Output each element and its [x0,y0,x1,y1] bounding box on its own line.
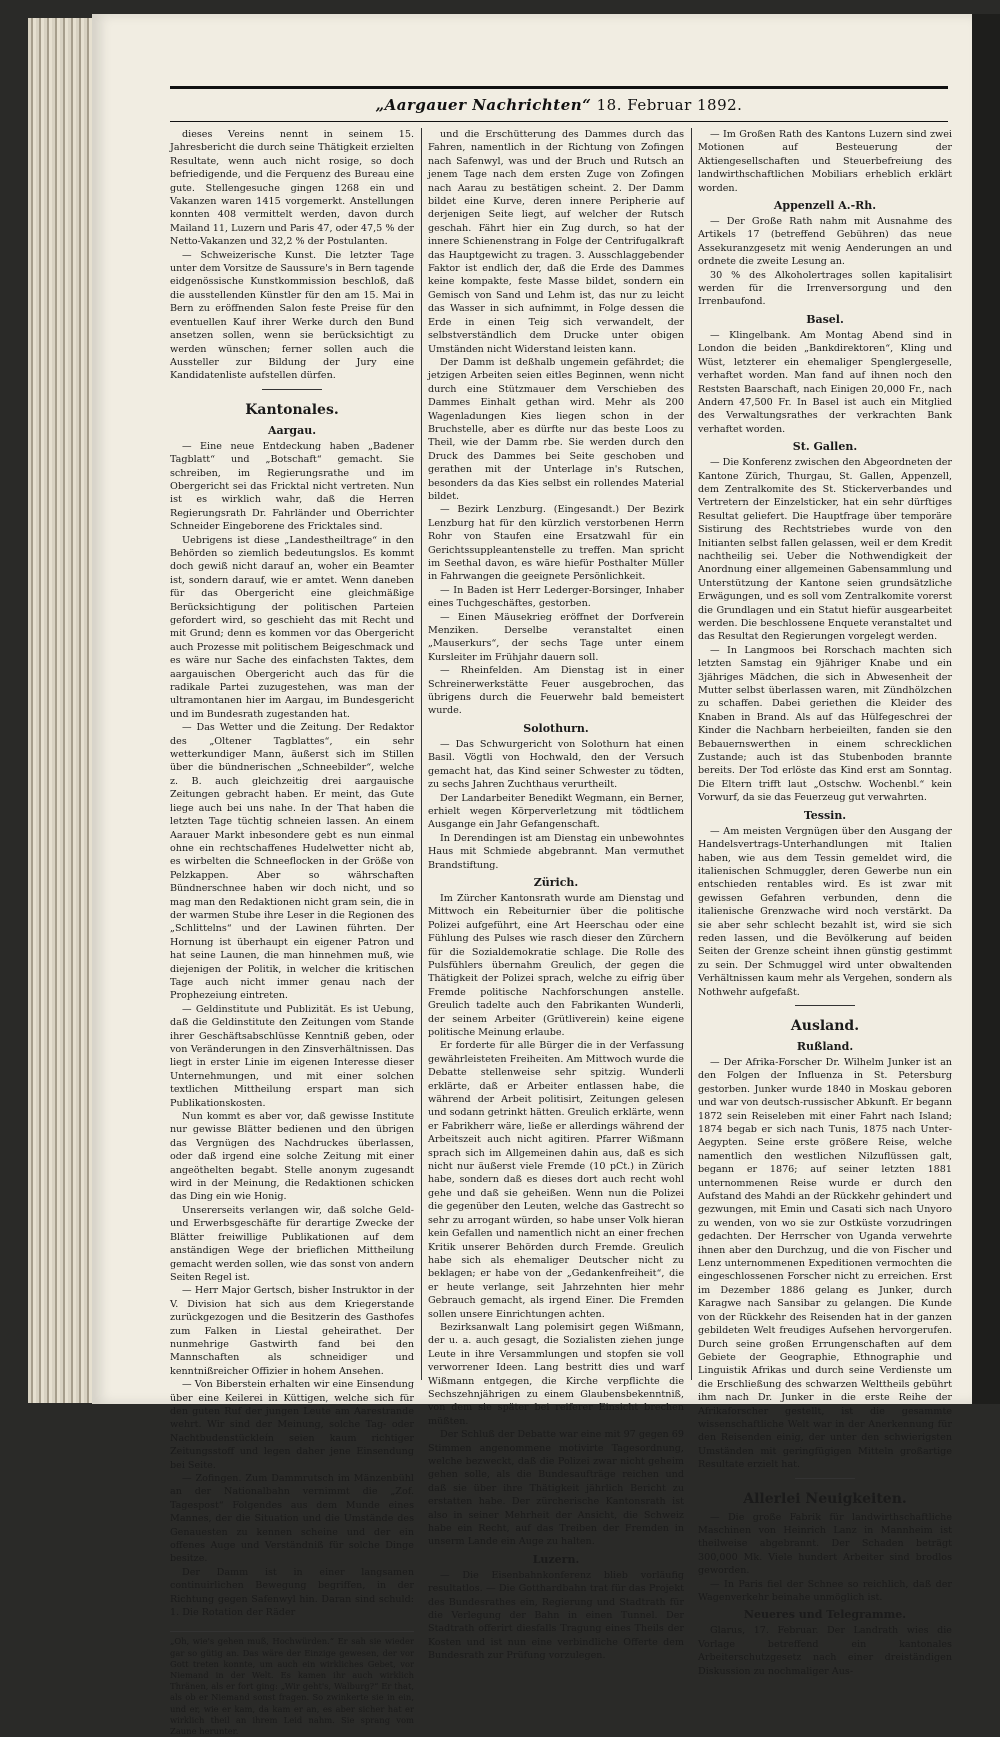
header-rule-bottom [170,121,948,122]
article-assekuranzgesetz: — Der Große Rath nahm mit Ausnahme des Artikels 17 (betreffend Gebühren) das neue Assekuranzgesetz mit wenig Aenderungen an und ordnete die zweite Lesung an. [698,216,952,268]
section-heading-zuerich: Zürich. [533,875,579,889]
feuilleton-excerpt: „Oh, wie's gehen muß, Hochwürden.“ Er sah sie wieder gar so gütig an. Das wäre der Einzige gewesen, der vor Gott treten konnte, um auch ein wirkliches Gebet, vor Niemand in der Welt. Es kamen ihr auch wirklich Thränen, als er fort ging: „Wir geht's, Walburg?“ Er that, als ob er Niemand sonst fragen. So zwinkerte sie in ein, und er, wie er kam, da kam er an, es aber sicher hat er wirklich theil an ihrem Leid nahm. Sie sprang vom Zaune herunter. [170,1631,414,1737]
column-rule-1 [421,128,422,1380]
section-heading-kantonales: Kantonales. [245,401,339,418]
article-geldinstitute-3: Unsererseits verlangen wir, daß solche Geld- und Erwerbsgeschäfte für derartige Zwecke der Blätter freiwillige Publikationen auf dem anständigen Wege der brieflichen Mittheilung gemacht werden sollen, wie das sonst von andern Seiten Regel ist. [170,1204,414,1283]
article-schmuggler: — Am meisten Vergnügen über den Ausgang der Handelsvertrags-Unterhandlungen mit Italien haben, wie aus dem Tessin gemeldet wird, die italienischen Schmuggler, deren Gewerbe nun ein entschieden rentables wird. Es ist zwar mit gewissen Gefahren verbunden, denn die italienische Grenzwache wird noch verstärkt. Da sie aber sehr schlecht bezahlt ist, wird sie sich reden lassen, und die Bevölkerung auf beiden Seiten der Grenze scheint ihnen günstig gestimmt zu sein. Der Schmuggel wird unter obwaltenden Verhältnissen kaum mehr als Vergehen, sondern als Nothwehr aufgefaßt. [698,825,952,998]
article-kantonsrath-polizei: Im Zürcher Kantonsrath wurde am Dienstag und Mittwoch ein Rebeiturnier über die politische Polizei aufgeführt, eine Art Heerschau oder eine Fühlung des Pulses wie rasch dieser den Zürchern für die Sozialdemokratie schlage. Die Rolle des Pulsfühlers übernahm Greulich, der gegen die Thätigkeit der Polizei sprach, welche zu eifrig über Fremde politische Nachforschungen anstelle. Greulich tadelte auch den Fabrikanten Wunderli, der seinem Arbeiter (Grütliverein) keine eigene politische Meinung erlaube. [428,892,684,1038]
column-1 [170,128,414,1737]
article-bezirk-lenzburg: — Bezirk Lenzburg. (Eingesandt.) Der Bezirk Lenzburg hat für den kürzlich verstorbenen Herrn Rohr von Staufen eine Ersatzwahl für ein Gerichtssuppleantenstelle zu treffen. Man spricht im Seethal davon, es wäre hiefür Posthalter Müller in Fahrwangen die geeignete Persönlichkeit. [428,504,684,583]
article-major-gertsch: — Herr Major Gertsch, bisher Instruktor in der V. Division hat sich aus dem Kriegerstande zurückgezogen und die Besitzerin des Gasthofes zum Falken in Liestal geheirathet. Der nunmehrige Gastwirth fand bei den Mannschaften als schneidiger und kenntnißreicher Offizier in hohem Ansehen. [170,1285,414,1377]
article-schluss-debatte: Der Schluß der Debatte war eine mit 97 gegen 69 Stimmen angenommene motivirte Tagesordnung, welche bezweckt, daß die Polizei zwar nicht geheim gehen solle, als die Bundesaufträge reichen und daß sie über ihre Thätigkeit jährlich Bericht zu erstatten habe. Der zürcherische Kantonsrath ist also in seiner Mehrheit der Ansicht, die Schweiz habe ein Recht, auf das Treiben der Fremden in unserm Lande ein Auge zu halten. [428,1429,684,1548]
page-stack-edges [28,18,100,1403]
section-heading-luzern: Luzern. [532,1552,580,1566]
article-schwurgericht: — Das Schwurgericht von Solothurn hat einen Basil. Vögtli von Hochwald, den der Versuch gemacht hat, das Kind seiner Schwester zu tödten, zu sechs Jahren Zuchthaus verurtheilt. [428,738,684,791]
separator [795,1005,855,1006]
article-alkoholertrag: 30 % des Alkoholertrages sollen kapitalisirt werden für die Irrenversorgung und den Irrenbaufond. [698,269,952,308]
article-eisenbahnkonferenz: — Die Eisenbahnkonferenz blieb vorläufig resultatlos. — Die Gotthardbahn trat für das Projekt des Bundesrathes ein, Regierung und Stadtrath für die Verlegung der Bahn in einen Tunnel. Der Stadtrath offerirt diesfalls Tragung eines Theils der Kosten und ist nun eine verbindliche Offerte dem Bundesrath zur Prüfung vorzulegen. [428,1569,684,1662]
article-stickerei-konferenz: — Die Konferenz zwischen den Abgeordneten der Kantone Zürich, Thurgau, St. Gallen, Appenzell, dem Zentralkomite des St. Stickerverbandes und Vertretern der Einzelsticker, hat ein sehr dürftiges Resultat geliefert. Die Hauptfrage über temporäre Sistirung des Rechtstriebes wurde von den Initianten selbst fallen gelassen, weil er dem Kredit nachtheilig sei. Ueber die Nothwendigkeit der Anordnung einer allgemeinen Gabensammlung und Unterstützung der Kantone seien grundsätzliche Erwägungen, und es soll vom Zentralkomite vorerst die Grundlagen und ein Statut hiefür ausgearbeitet werden. Die beschlossene Enquete veranstaltet und das Resultat den Regierungen vorgelegt werden. [698,457,952,643]
section-heading-ausland: Ausland. [790,1017,860,1034]
article-geldinstitute: — Geldinstitute und Publizität. Es ist Uebung, daß die Geldinstitute den Zeitungen vom Stande ihrer Geschäftsabschlüsse Kenntniß geben, oder von Veränderungen in den Zinsverhältnissen. Das liegt in erster Linie im eigenen Interesse dieser Unternehmungen, und mit einer solchen textlichen Mittheilung erspart man sich Publikationskosten. [170,1003,414,1109]
article-lanz-mannheim: — Die große Fabrik für landwirthschaftliche Maschinen von Heinrich Lanz in Mannheim ist theilweise abgebrannt. Der Schaden beträgt 300,000 Mk. Viele hundert Arbeiter sind brodlos geworden. [698,1511,952,1577]
article-landestheilfrage: Uebrigens ist diese „Landestheiltrage“ in den Behörden so ziemlich bedeutungslos. Es kommt doch gewiß nicht darauf an, woher ein Beamter ist, sondern darauf, wie er amtet. Wenn daneben für das Obergericht eine gleichmäßige Berücksichtigung der politischen Parteien gefordert wird, so geschieht das mit Recht und mit Grund; denn es kommen vor das Obergericht auch Prozesse mit politischem Beigeschmack und es wäre nur Sache des einfachsten Taktes, dem aargauischen Obergericht auch das für die radikale Partei zuzugestehen, was man der ultramontanen hier im Aargau, im Bundesgericht und im Bundesrath zugestanden hat. [170,534,414,720]
section-heading-basel: Basel. [806,312,844,326]
article-paris-schnee: — In Paris fiel der Schnee so reichlich, daß der Wagenverkehr beinahe unmöglich ist. [698,1578,952,1603]
section-heading-st-gallen: St. Gallen. [792,440,858,454]
article-kantonsrath-debatte: Er forderte für alle Bürger die in der Verfassung gewährleisteten Freiheiten. Am Mittwoch wurde die Debatte stellenweise sehr spitzig. Wunderli erklärte, daß er Arbeiter entlassen habe, die während der Arbeit politisirt, Zeitungen gelesen und sodann getrinkt hätten. Greulich erklärte, wenn er Fabrikherr wäre, ließe er allerdings während der Arbeitszeit auch nicht agitiren. Pfarrer Wißmann sprach sich im Allgemeinen dahin aus, daß es sich nicht nur äußerst viele Fremde (10 pCt.) in Zürich habe, sondern daß es dieses dort auch recht wohl gehe und daß sie geheißen. Wenn nun die Polizei die gegenüber den Leuten, welche das Gastrecht so sehr zu arrogant würden, so habe unser Volk hieran kein Gefallen und namentlich nicht an einer frechen Kritik unserer Behörden durch Fremde. Greulich habe sich als ehemaliger Deutscher nicht zu beklagen; er habe von der „Gedankenfreiheit“, die er heute verlange, seit Jahrzehnten hier mehr Gebrauch gemacht, als irgend Einer. Die Fremden sollen unsere Einrichtungen achten. [428,1040,684,1320]
article-neue-entdeckung: — Eine neue Entdeckung haben „Badener Tagblatt“ und „Botschaft“ gemacht. Sie schreiben, im Regierungsrathe und im Obergericht sei das Fricktal nicht vertreten. Nun ist es wirklich wahr, daß die Herren Regierungsrath Dr. Fahrländer und Oberrichter Schneider Eingeborene des Fricktales sind. [170,440,414,533]
article-schweizerische-kunst: — Schweizerische Kunst. Die letzter Tage unter dem Vorsitze de Saussure's in Bern tagende eidgenössische Kunstkommission beschloß, daß die ausstellenden Künstler für den am 15. Mai in Bern zu eröffnenden Salon feste Preise für den eventuellen Kauf ihrer Werke durch den Bund ansetzen sollen, wenn sie berücksichtigt zu werden wünschen; ferner sollen auch die Aussteller zur Bildung der Jury eine Kandidatenliste aufstellen dürfen. [170,249,414,382]
masthead [170,96,948,118]
column-2 [428,128,684,1662]
header-rule-top [170,86,948,89]
section-heading-tessin: Tessin. [803,808,847,822]
article-glarus: Glarus, 17. Februar. Der Landrath wies die Vorlage betreffend ein kantonales Arbeiterschutzgesetz nach einer dreiständigen Diskussion zu nochmaliger Aus- [698,1625,952,1677]
section-heading-allerlei: Allerlei Neuigkeiten. [743,1490,907,1507]
article-maeusekrieg: — Einen Mäusekrieg eröffnet der Dorfverein Menziken. Derselbe veranstaltet einen „Mauserkurs“, der sechs Tage unter einem Kursleiter im Frühjahr dauern soll. [428,611,684,663]
article-klingelbank: — Klingelbank. Am Montag Abend sind in London die beiden „Bankdirektoren“, Kling und Wüst, letzterer ein ehemaliger Spenglergeselle, verhaftet worden. Man fand auf ihnen noch den Reststen Baarschaft, nach Einigen 20,000 Fr., nach Andern 47,500 Fr. In Basel ist auch ein Mitglied des Verwaltungsrathes der verkrachten Bank verhaftet worden. [698,329,952,435]
article-wetter-zeitung: — Das Wetter und die Zeitung. Der Redaktor des „Oltener Tagblattes“, ein sehr wetterkundiger Mann, äußerst sich im Stillen über die bündnerischen „Schneebilder“, welche z. B. auch gleichzeitig drei aargauische Zeitungen gebracht haben. Er meint, das Gute liege auch bei uns nahe. In der That haben die letzten Tage tüchtig schneien lassen. An einem Aarauer Markt inbesondere gebt es nun einmal ohne ein rechtschaffenes Hudelwetter nicht ab, es wirbelten die Schneeflocken in der Größe von Pelzkappen. Aber so währschaften Bündnerschnee haben wir doch nicht, und so mag man den Redaktionen nicht gram sein, die in der warmen Stube ihre Leser in die Regionen des „Schlittelns“ und der Lawinen führten. Der Hornung ist überhaupt ein eigener Patron und hat seine Launen, die man hinnehmen muß, wie diejenigen der Politik, in welcher die kritischen Tage auch nicht immer genau nach der Prophezeiung eintreten. [170,722,414,1002]
section-heading-russland: Rußland. [796,1039,854,1053]
article-derendingen: In Derendingen ist am Dienstag ein unbewohntes Haus mit Schmiede abgebrannt. Man vermuthet Brandstiftung. [428,832,684,871]
article-biberstein: — Von Biberstein erhalten wir eine Einsendung über eine Keilerei in Küttigen, welche sich für den guten Ruf der jungen Leute am Aarestrande wehrt. Wir sind der Meinung, solche Tag- oder Nachtbudenstückleín seien kaum richtiger Zeitungsstoff und legen daher jene Einsendung bei Seite. [170,1379,414,1471]
section-heading-aargau: Aargau. [267,423,317,437]
article-verein-report: dieses Vereins nennt in seinem 15. Jahresbericht die durch seine Thätigkeit erzielten Resultate, wenn auch nicht rosige, so doch befriedigende, und die Ferquenz des Bureau eine gute. Stellengesuche gingen 1268 ein und Vakanzen waren 1415 vorgemerkt. Anstellungen konnten 408 vermittelt werden, davon durch Mailand 11, Luzern und Paris 47, oder 47,5 % der Netto-Vakanzen und 32,2 % der Postulanten. [170,129,414,248]
article-baden: — In Baden ist Herr Lederger-Borsinger, Inhaber eines Tuchgeschäftes, gestorben. [428,584,684,610]
article-grosser-rath-luzern: — Im Großen Rath des Kantons Luzern sind zwei Motionen auf Besteuerung der Aktiengesellschaften und Steuerbefreiung des landwirthschaftlichen Mobiliars erheblich erklärt worden. [698,129,952,194]
issue-date: 18. Februar 1892. [596,96,743,114]
column-rule-2 [691,128,692,1380]
article-zofingen-2: Der Damm ist in einer langsamen continuirlichen Bewegung begriffen, in der Richtung gegen Safenwyl hin. Daran sind schuld: 1. Die Rotation der Räder [170,1566,414,1619]
article-bezirksanwalt-lang: Bezirksanwalt Lang polemisirt gegen Wißmann, der u. a. auch gesagt, die Sozialisten ziehen junge Leute in ihre Versammlungen und stopfen sie voll verworrener Ideen. Lang bestritt dies und warf Wißmann entgegen, die Kirche verpflichte die Sechszehnjährigen zu einem Glaubensbekenntniß, von dem sie später bei reiferer Einsicht brechen müßten. [428,1321,684,1427]
article-zofingen: — Zofingen. Zum Dammrutsch im Mänzenbühl an der Nationalbahn vernimmt die „Zof. Tagespost“ Folgendes aus dem Munde eines Mannes, der die Situation und die Umstände des Genauesten zu kennen scheine und der ein offenes Auge und Verständniß für solche Dinge besitze. [170,1473,414,1565]
separator [262,389,322,390]
article-rheinfelden: — Rheinfelden. Am Dienstag ist in einer Schreinerwerkstätte Feuer ausgebrochen, das übrigens durch die Feuerwehr bald bemeistert wurde. [428,665,684,717]
article-wegmann: Der Landarbeiter Benedikt Wegmann, ein Berner, erhielt wegen Körperverletzung mit tödtlichem Ausgange ein Jahr Gefangenschaft. [428,792,684,831]
separator [795,1478,855,1479]
section-heading-neueres: Neueres und Telegramme. [743,1608,907,1622]
article-junker: — Der Afrika-Forscher Dr. Wilhelm Junker ist an den Folgen der Influenza in St. Petersburg gestorben. Junker wurde 1840 in Moskau geboren und war von deutsch-russischer Abkunft. Er begann 1872 sein Reiseleben mit einer Fahrt nach Island; 1874 begab er sich nach Tunis, 1875 nach Unter-Aegypten. Seine erste größere Reise, welche namentlich den westlichen Nilzuflüssen galt, begann er 1876; auf seiner letzten 1881 unternommenen Reise wurde er durch den Aufstand des Mahdi an der Rückkehr gehindert und gezwungen, mit Emin und Casati sich nach Unyoro zu wenden, von wo sie zur Ostküste vorzudringen gedachten. Der Herrscher von Uganda verwehrte ihnen aber den Durchzug, und die von Fischer und Lenz unternommenen Expeditionen vermochten die eingeschlossenen Forscher nicht zu erreichen. Erst im Dezember 1886 gelang es Junker, durch Karagwe nach Sansibar zu gelangen. Die Kunde von der Rückkehr des Reisenden hat in der ganzen gebildeten Welt freudiges Aufsehen hervorgerufen. Durch seine großen Errungenschaften auf dem Gebiete der Geographie, Ethnographie und Linguistik Afrikas und durch seine Verdienste um die Erschließung des schwarzen Welttheils gebührt ihm nach Dr. Junker in die erste Reihe der Afrikaforscher gestellt, ist die gesammte wissenschaftliche Welt war in der Anerkennung für den Reisenden einig, der unter den schwierigsten Umständen mit geringfügigen Mitteln großartige Resultate erzielt hat. [698,1056,953,1471]
newspaper-title: „Aargauer Nachrichten“ [375,96,592,114]
section-heading-appenzell: Appenzell A.-Rh. [773,199,877,213]
column-3 [698,128,953,1677]
article-damm-ursachen: und die Erschütterung des Dammes durch das Fahren, namentlich in der Richtung von Zofingen nach Safenwyl, was und der Bruch und Rutsch an jenem Tage nach dem ersten Zuge von Zofingen nach Aarau zu bestätigen scheint. 2. Der Damm bildet eine Kurve, deren innere Peripherie auf derjenigen Seite liegt, auf welcher der Rutsch geschah. Fährt hier ein Zug durch, so hat der innere Schienenstrang in Folge der Centrifugalkraft das Hauptgewicht zu tragen. 3. Ausschlaggebender Faktor ist endlich der, daß die Erde des Dammes keine kompakte, feste Masse bildet, sondern ein Gemisch von Sand und Lehm ist, das nur zu leicht das Wasser in sich aufnimmt, in Folge dessen die Erde in einen Teig sich verwandelt, der selbstverständlich dem Drucke unter obigen Umständen nicht Widerstand leisten kann. [428,129,684,355]
article-geldinstitute-2: Nun kommt es aber vor, daß gewisse Institute nur gewisse Blätter bedienen und den übrigen das Vergnügen des Nachdruckes überlassen, oder daß irgend eine solche Zeitung mit einer angeöthelten begabt. Stelle anonym zugesandt wird in der Meinung, die Redaktionen schicken das Ding ein wie Honig. [170,1111,414,1203]
article-damm-gefaehrdet: Der Damm ist deßhalb ungemein gefährdet; die jetzigen Arbeiten seien eitles Beginnen, wenn nicht durch eine Stützmauer dem Verschieben des Dammes Einhalt gethan wird. Mehr als 200 Wagenladungen Kies liegen schon in der Bruchstelle, aber es dürfte nur das beste Loos zu Theil, wie der Damm rbe. Sie werden durch den Druck des Dammes bei Seite geschoben und gerathen mit der Unterlage in's Rutschen, besonders da das Kies selbst ein rollendes Material bildet. [428,356,684,502]
article-langmoos: — In Langmoos bei Rorschach machten sich letzten Samstag ein 9jähriger Knabe und ein 3jähriges Mädchen, die sich in Abwesenheit der Mutter selbst überlassen waren, mit Zündhölzchen zu schaffen. Dabei geriethen die Kleider des Knaben in Brand. Als auf das Hülfegeschrei der Kinder die Nachbarn herbeieilten, fanden sie den Bebauernswerthen in einem schrecklichen Zustande; auch ist das Stubenboden brannte bereits. Der Tod erlöste das Kind erst am Sonntag. Die Eltern trifft laut „Ostschw. Wochenbl.“ kein Vorwurf, da sie das Feuerzeug gut verwahrten. [698,644,952,804]
section-heading-solothurn: Solothurn. [523,721,589,735]
scan-background-edge [972,14,1000,1404]
